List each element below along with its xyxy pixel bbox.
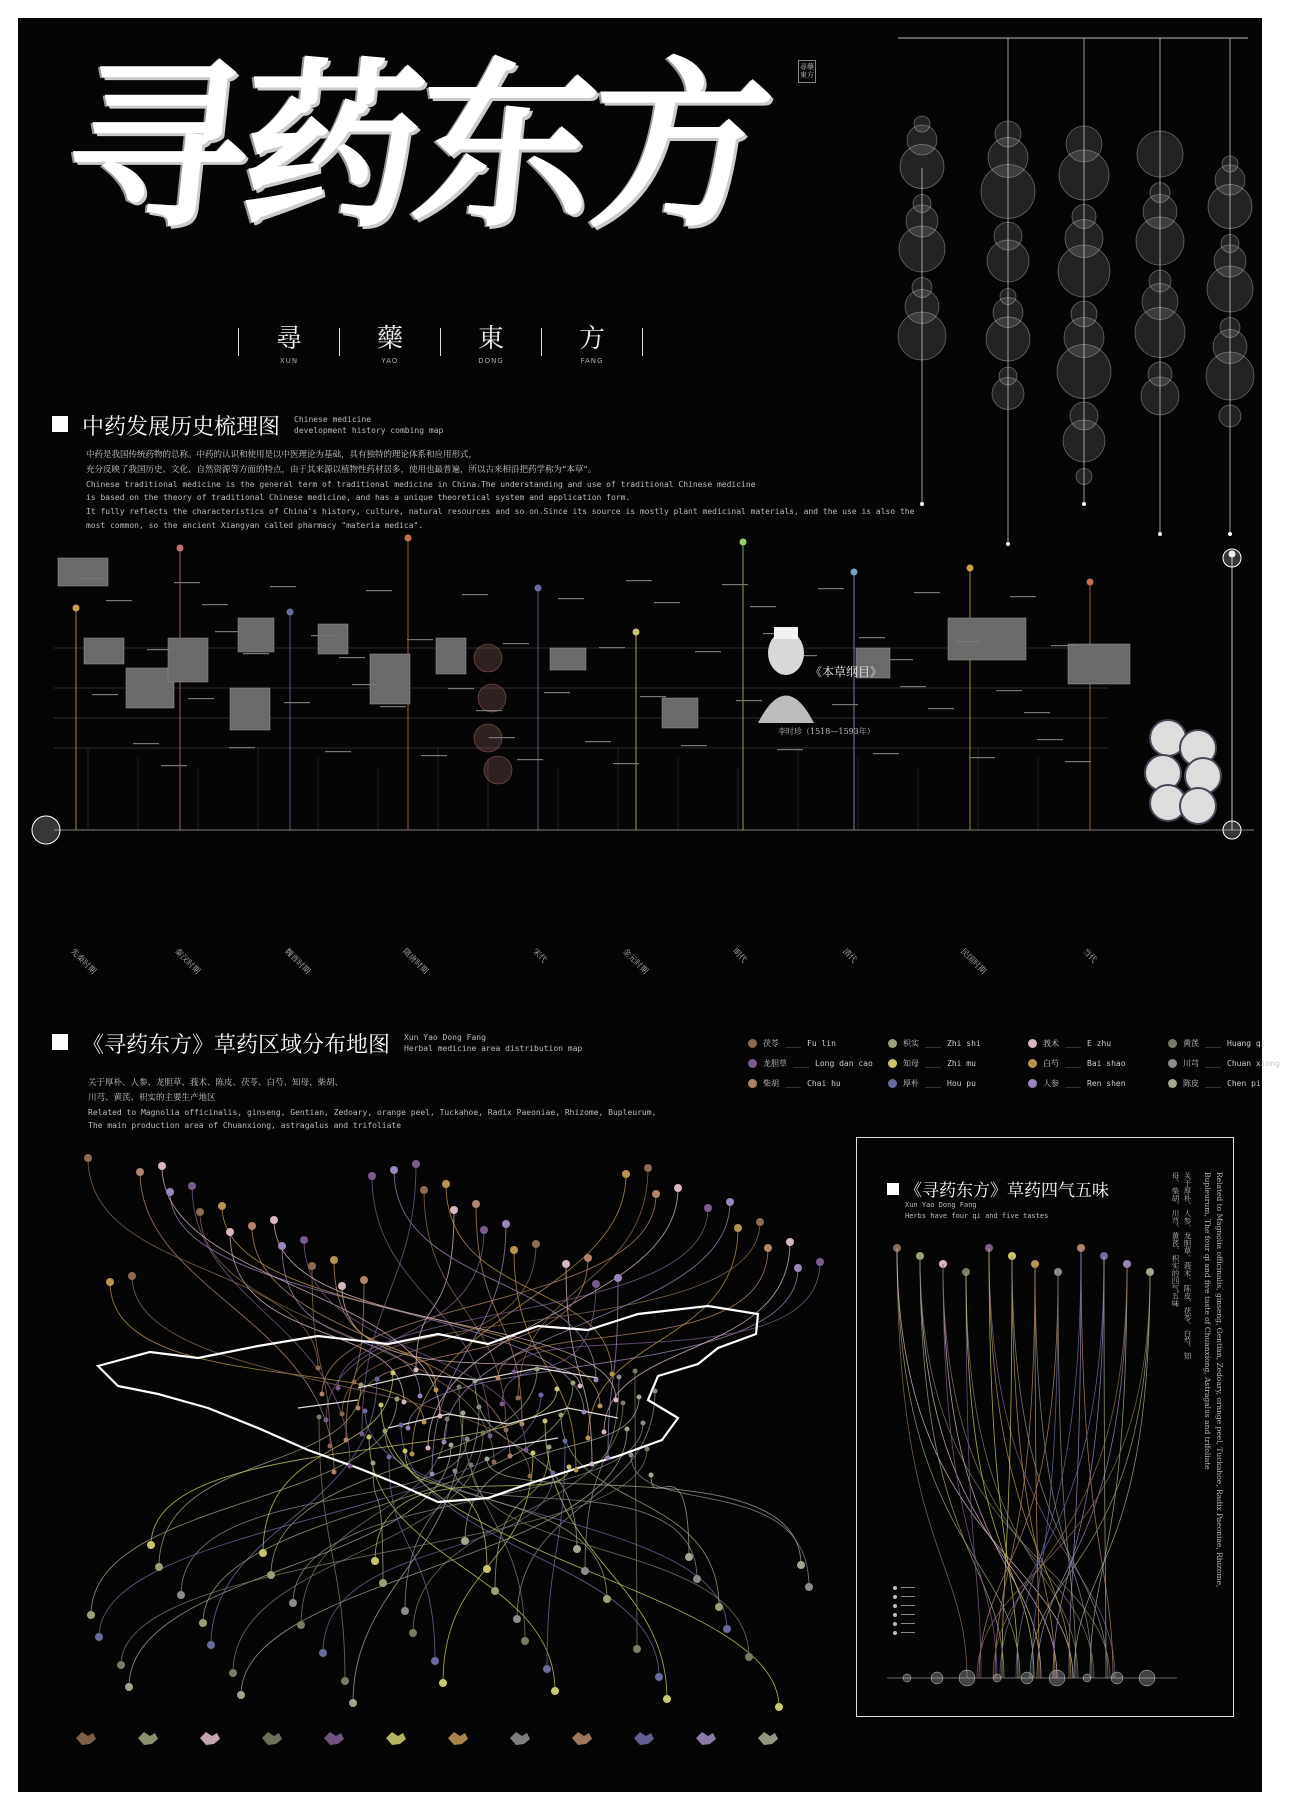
legend-swatch [748, 1039, 757, 1048]
distribution-heading-cn: 《寻药东方》草药区域分布地图 [82, 1033, 391, 1058]
legend-item: 川芎 ____ Chuan xiong [1168, 1058, 1308, 1069]
square-bullet-icon [52, 416, 68, 432]
legend-item: 陈皮 ____ Chen pi [1168, 1078, 1308, 1089]
flavors-side-en: Related to Magnolia officinalis, ginseng, Gentian, Zedoary, orange peel, Tuckahoe, Radix Paeoniae, Rhizome, Bupleurum, The four qi and five taste of Chuanxiong, Astragalus and trifoliate [1203, 1172, 1224, 1588]
subtitle-char: 東 DONG [477, 324, 504, 365]
legend-en: Bai shao [1087, 1059, 1126, 1068]
book-label: 《本草纲目》 [810, 665, 883, 679]
era-label: 先秦时期 [68, 946, 98, 976]
legend-en: E zhu [1087, 1039, 1112, 1048]
legend-en: Huang qi [1227, 1039, 1266, 1048]
legend-item: 厚朴 ____ Hou pu [888, 1078, 1028, 1089]
era-label: 魏晋时期 [282, 946, 312, 976]
legend-en: Fu lin [807, 1039, 836, 1048]
legend-cn: 枳实 [903, 1039, 919, 1048]
title-subtitle-row [238, 318, 643, 365]
history-heading-en: Chinese medicine development history combing map [294, 415, 444, 436]
legend-en: Chuan xiong [1227, 1059, 1280, 1068]
legend-swatch [748, 1079, 757, 1088]
era-label: 民国时期 [958, 946, 988, 976]
herb-legend [748, 1038, 1308, 1089]
history-timeline [18, 548, 1262, 908]
legend-swatch [748, 1059, 757, 1068]
legend-item: 莪术 ____ E zhu [1028, 1038, 1168, 1049]
era-label: 隋唐时期 [400, 946, 430, 976]
era-label: 明代 [730, 946, 749, 965]
poster [18, 18, 1280, 1792]
square-bullet-icon [52, 1034, 68, 1050]
legend-swatch [1168, 1059, 1177, 1068]
flavors-side-cn: 关于厚朴、人参、龙胆草、莪术、陈皮、茯苓、白芍、知母、柴胡、川芎、黄芪、枳实的四气五味 [1171, 1172, 1192, 1360]
legend-cn: 龙胆草 [763, 1059, 787, 1068]
distribution-heading [52, 1028, 582, 1059]
legend-en: Long dan cao [815, 1059, 873, 1068]
distribution-map [58, 1138, 858, 1718]
legend-item: 人参 ____ Ren shen [1028, 1078, 1168, 1089]
era-label: 秦汉时期 [172, 946, 202, 976]
legend-item: 龙胆草 ____ Long dan cao [748, 1058, 888, 1069]
legend-cn: 莪术 [1043, 1039, 1059, 1048]
china-outline [98, 1306, 758, 1502]
bubble-columns-graphic [898, 34, 1258, 554]
legend-en: Zhi shi [947, 1039, 981, 1048]
legend-cn: 陈皮 [1183, 1079, 1199, 1088]
legend-en: Chai hu [807, 1079, 841, 1088]
legend-swatch [1168, 1079, 1177, 1088]
history-heading-cn: 中药发展历史梳理图 [82, 415, 281, 440]
legend-swatch [1028, 1039, 1037, 1048]
legend-item: 柴胡 ____ Chai hu [748, 1078, 888, 1089]
poster-title: 寻药东方 [57, 43, 776, 252]
legend-cn: 人参 [1043, 1079, 1059, 1088]
era-label: 清代 [840, 946, 859, 965]
legend-en: Zhi mu [947, 1059, 976, 1068]
title-stamp: 尋藥東方 [798, 60, 816, 83]
history-intro: 中药是我国传统药物的总称。中药的认识和使用是以中医理论为基础，具有独特的理论体系和应用形式， 充分反映了我国历史、文化、自然资源等方面的特点，由于其来源以植物性药材居多，使用也最普遍，所以古来相沿把药学称为“本草”。 Chinese traditional medicine is the general term of traditional medicine in China.The understanding and use of traditional Chinese medicine is based on the theory of traditional Chinese medicine, and has a unique theoretical system and application form. It fully reflects the characteristics of China's history, culture, natural resources and so on.Since its source is mostly plant medicinal materials, and the use is also the most common, so the ancient Xiangyan called pharmacy "materia medica". [86, 450, 915, 530]
legend-item: 茯苓 ____ Fu lin [748, 1038, 888, 1049]
legend-swatch [1168, 1039, 1177, 1048]
legend-cn: 厚朴 [903, 1079, 919, 1088]
legend-item: 白芍 ____ Bai shao [1028, 1058, 1168, 1069]
flavors-heading: 《寻药东方》草药四气五味 [887, 1176, 1109, 1201]
legend-cn: 柴胡 [763, 1079, 779, 1088]
subtitle-char: 尋 XUN [275, 324, 302, 365]
flavors-graphic [857, 1138, 1233, 1716]
history-heading [52, 410, 443, 441]
legend-item: 黄芪 ____ Huang qi [1168, 1038, 1308, 1049]
legend-item: 知母 ____ Zhi mu [888, 1058, 1028, 1069]
flavors-heading-en: Xun Yao Dong Fang Herbs have four qi and five tastes [905, 1201, 1049, 1220]
legend-en: Hou pu [947, 1079, 976, 1088]
subtitle-char: 藥 YAO [376, 324, 403, 365]
legend-cn: 白芍 [1043, 1059, 1059, 1068]
legend-cn: 黄芪 [1183, 1039, 1199, 1048]
era-label: 金元时期 [620, 946, 650, 976]
legend-swatch [1028, 1059, 1037, 1068]
era-label: 宋代 [530, 946, 549, 965]
legend-cn: 知母 [903, 1059, 919, 1068]
legend-swatch [1028, 1079, 1037, 1088]
distribution-intro: 关于厚朴、人参、龙胆草、莪术、陈皮、茯苓、白芍、知母、柴胡、 川芎、黄芪、枳实的主要生产地区 Related to Magnolia officinalis, ginseng, Gentian, Zedoary, orange peel, Tuckahoe, Radix Paeoniae, Rhizome, Bupleurum, The main production area of Chuanxiong, astragalus and trifoliate [88, 1078, 657, 1131]
person-label: 李时珍（1518—1593年） [778, 727, 875, 736]
legend-en: Ren shen [1087, 1079, 1126, 1088]
legend-swatch [888, 1039, 897, 1048]
subtitle-char: 方 FANG [578, 324, 605, 365]
legend-cn: 茯苓 [763, 1039, 779, 1048]
legend-cn: 川芎 [1183, 1059, 1199, 1068]
era-label: 当代 [1080, 946, 1099, 965]
flavors-panel [856, 1137, 1234, 1717]
portrait-image [746, 623, 826, 723]
divider [642, 328, 643, 356]
legend-swatch [888, 1079, 897, 1088]
herb-icon-strip [52, 1718, 852, 1758]
distribution-heading-en: Xun Yao Dong Fang Herbal medicine area distribution map [404, 1033, 583, 1054]
legend-en: Chen pi [1227, 1079, 1261, 1088]
legend-swatch [888, 1059, 897, 1068]
legend-item: 枳实 ____ Zhi shi [888, 1038, 1028, 1049]
